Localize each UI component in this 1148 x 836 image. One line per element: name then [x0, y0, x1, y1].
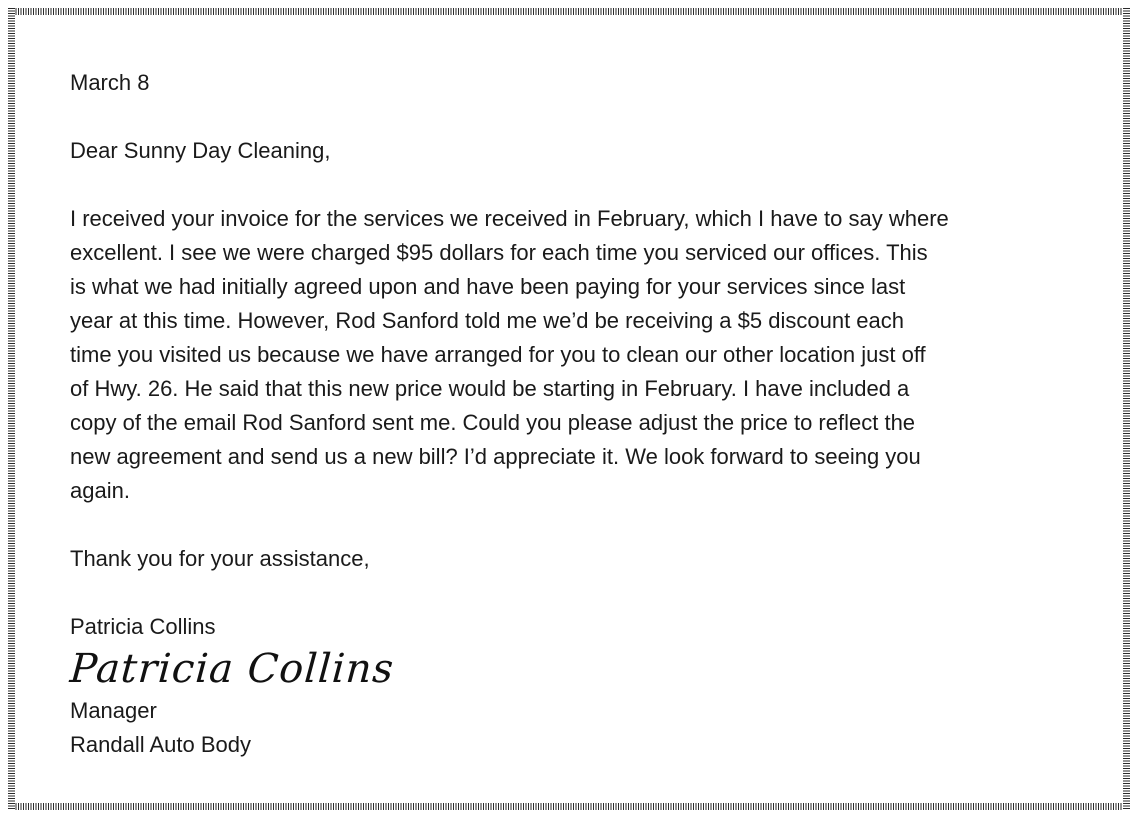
- sender-title: Manager: [70, 698, 157, 723]
- signature-block: [70, 610, 1080, 762]
- body-line: new agreement and send us a new bill? I’d appreciate it. We look forward to seeing you: [70, 444, 921, 469]
- handwritten-signature: Patricia Collins: [68, 646, 396, 692]
- body-line: copy of the email Rod Sanford sent me. Could you please adjust the price to reflect the: [70, 410, 916, 435]
- body-line: of Hwy. 26. He said that this new price would be starting in February. I have included a: [70, 376, 910, 401]
- border-right: [1123, 8, 1130, 810]
- border-top: [8, 8, 1130, 15]
- letter-date: March 8: [70, 70, 150, 95]
- body-line: time you visited us because we have arranged for you to clean our other location just off: [70, 342, 926, 367]
- salutation: Dear Sunny Day Cleaning,: [70, 138, 331, 163]
- border-bottom: [8, 803, 1130, 810]
- letter: [70, 66, 1080, 762]
- border-left: [8, 8, 15, 810]
- body-line: excellent. I see we were charged $95 dollars for each time you serviced our offices. This: [70, 240, 928, 265]
- body-line: I received your invoice for the services we received in February, which I have to say where: [70, 206, 949, 231]
- body-line: year at this time. However, Rod Sanford told me we’d be receiving a $5 discount each: [70, 308, 905, 333]
- closing: Thank you for your assistance,: [70, 546, 370, 571]
- letter-body: [70, 202, 1080, 508]
- body-line: is what we had initially agreed upon and have been paying for your services since last: [70, 274, 906, 299]
- sender-company: Randall Auto Body: [70, 732, 252, 757]
- sender-name: Patricia Collins: [70, 614, 216, 639]
- body-line: again.: [70, 478, 130, 503]
